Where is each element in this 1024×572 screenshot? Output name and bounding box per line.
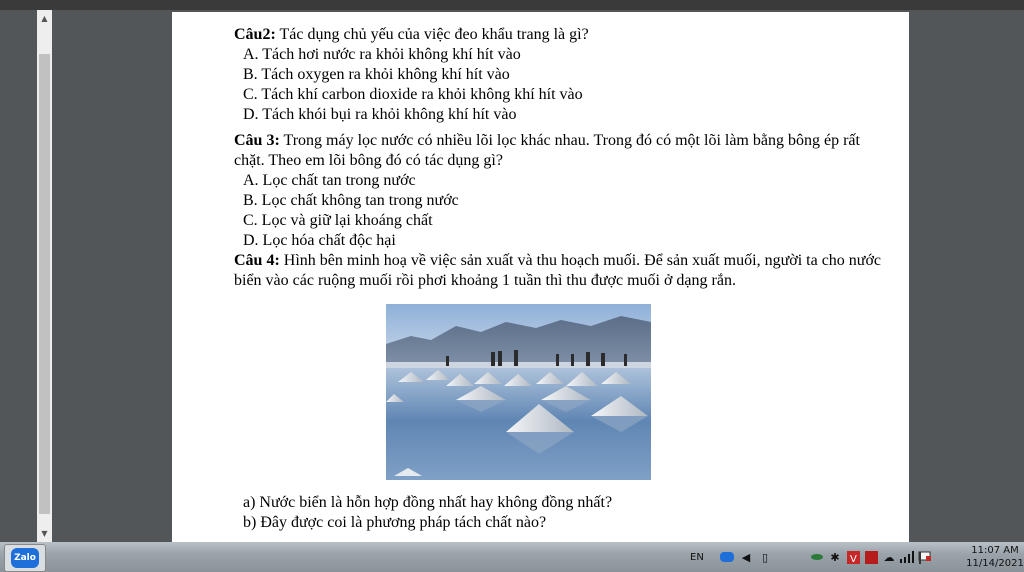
title-strip	[0, 0, 1024, 10]
antivirus-icon[interactable]	[846, 550, 860, 564]
zalo-taskbar-button[interactable]	[4, 544, 46, 572]
bluetooth-icon[interactable]: ✱	[830, 550, 840, 564]
system-tray	[690, 542, 704, 572]
question-3-text: Trong máy lọc nước có nhiều lõi lọc khác nhau. Trong đó có một lõi làm bằng bông ép rất chặt. Theo em lõi bông đó có tác dụng gì?	[234, 132, 860, 169]
scroll-down-icon[interactable]: ▼	[41, 529, 48, 538]
clock-date: 11/14/2021	[966, 558, 1024, 569]
signal-icon[interactable]	[900, 550, 914, 564]
page-content	[234, 25, 894, 291]
zalo-tray-icon[interactable]	[720, 550, 734, 564]
flag-icon[interactable]	[918, 550, 932, 564]
vertical-scrollbar[interactable]	[37, 10, 52, 542]
question-4-label: Câu 4:	[234, 252, 280, 269]
scroll-thumb[interactable]	[39, 54, 50, 514]
tray-icons	[720, 542, 772, 572]
question-4-text: Hình bên minh hoạ về việc sản xuất và thu hoạch muối. Để sản xuất muối, người ta cho nước biển vào các ruộng muối rồi phơi khoảng 1 tuần thì thu được muối ở dạng rắn.	[234, 252, 882, 289]
tray-icons-right	[810, 542, 932, 572]
question-3	[234, 131, 894, 171]
q2-option-d: D. Tách khói bụi ra khỏi không khí hít vào	[243, 106, 517, 123]
network-icon[interactable]	[810, 550, 824, 564]
cloud-icon[interactable]: ☁	[883, 550, 895, 564]
question-2-label: Câu2:	[234, 26, 276, 43]
scroll-up-icon[interactable]: ▲	[41, 14, 48, 23]
clock-time: 11:07 AM	[971, 545, 1019, 556]
svg-text:V: V	[849, 553, 857, 564]
document-page	[172, 12, 909, 542]
question-4-sub-a: a) Nước biển là hỗn hợp đồng nhất hay không đồng nhất?	[243, 494, 613, 511]
language-indicator[interactable]: EN	[690, 551, 704, 563]
q2-option-a: A. Tách hơi nước ra khỏi không khí hít vào	[243, 46, 521, 63]
battery-icon[interactable]: ▯	[761, 550, 769, 564]
q2-option-b: B. Tách oxygen ra khỏi không khí hít vào	[243, 66, 510, 83]
salt-field-photo	[386, 304, 651, 480]
taskbar	[0, 542, 1024, 572]
question-2-text: Tác dụng chủ yếu của việc đeo khẩu trang là gì?	[275, 26, 589, 43]
q3-option-c: C. Lọc và giữ lại khoáng chất	[243, 212, 433, 229]
q3-option-a: A. Lọc chất tan trong nước	[243, 172, 416, 189]
q2-option-c: C. Tách khí carbon dioxide ra khỏi không khí hít vào	[243, 86, 583, 103]
clock[interactable]	[966, 544, 1024, 570]
question-3-label: Câu 3:	[234, 132, 280, 149]
question-4	[234, 251, 894, 291]
volume-icon[interactable]: ◀	[741, 550, 751, 564]
question-2	[234, 25, 894, 45]
q3-option-b: B. Lọc chất không tan trong nước	[243, 192, 459, 209]
zalo-icon: Zalo	[11, 548, 39, 568]
security-icon[interactable]	[864, 550, 878, 564]
q3-option-d: D. Lọc hóa chất độc hại	[243, 232, 396, 249]
question-4-sub-b: b) Đây được coi là phương pháp tách chất nào?	[243, 514, 547, 531]
